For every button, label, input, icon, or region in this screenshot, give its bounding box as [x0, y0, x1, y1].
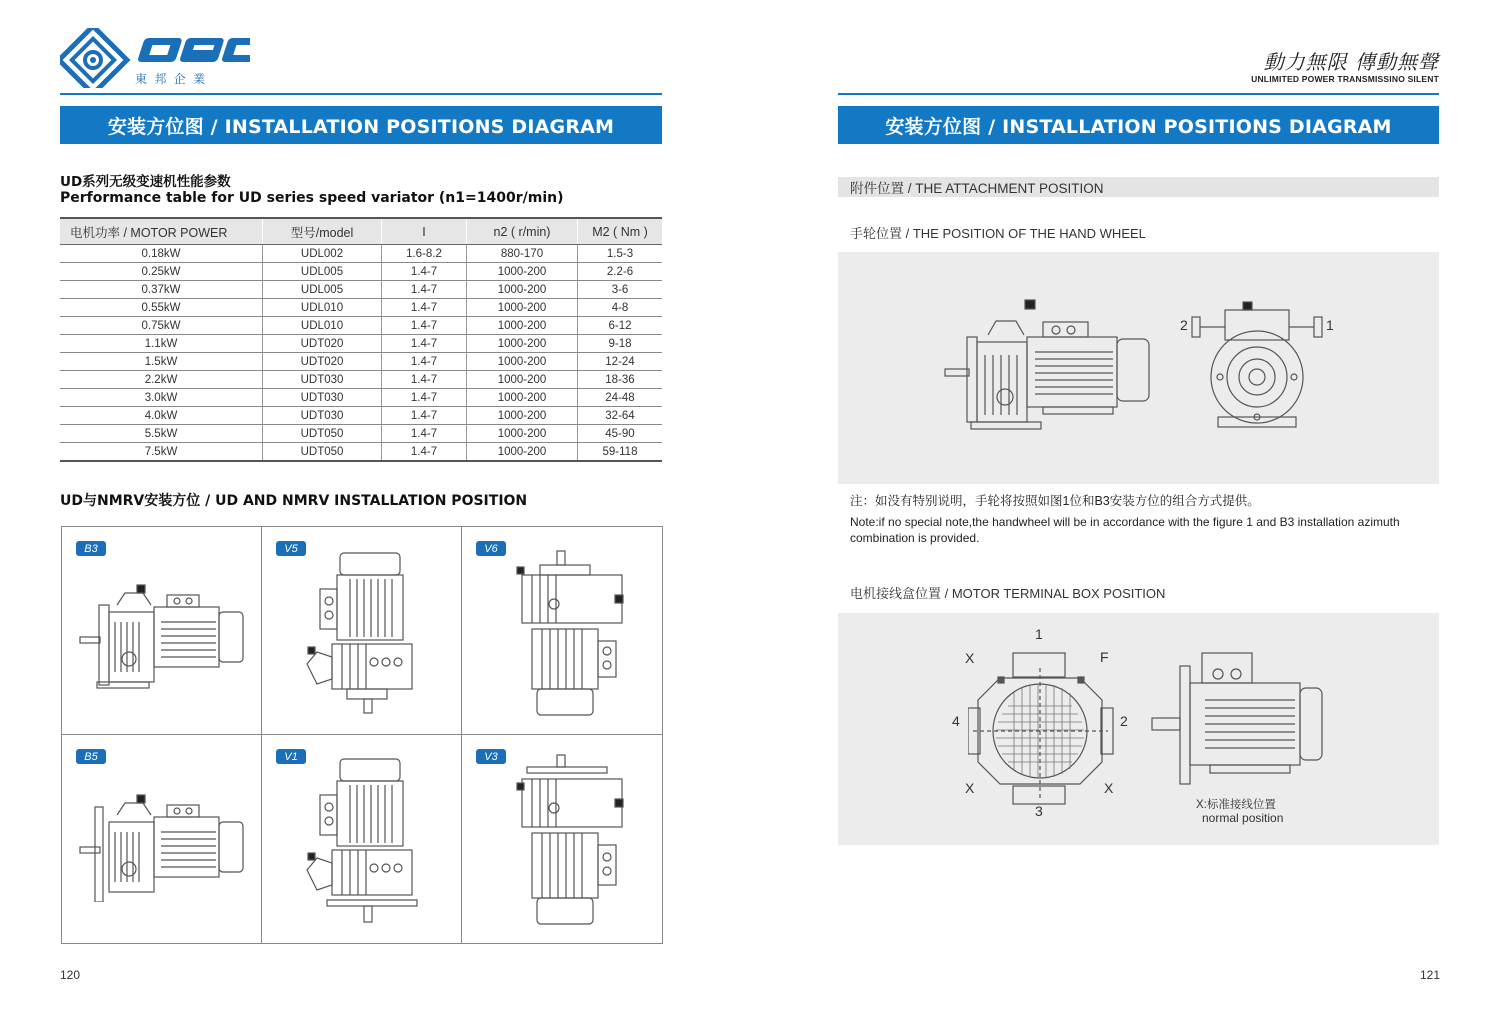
- table-row: [60, 407, 662, 425]
- position-tag-b5: B5: [76, 749, 106, 764]
- table-cell: 2.2kW: [60, 371, 263, 389]
- table-cell: 1.4-7: [382, 299, 467, 317]
- slogan-cn: 動力無限 傳動無聲: [1263, 50, 1439, 74]
- table-cell: 0.18kW: [60, 245, 263, 263]
- table-cell: 1.5kW: [60, 353, 263, 371]
- table-cell: 1000-200: [467, 407, 578, 425]
- company-logo: [60, 28, 250, 88]
- table-cell: 3-6: [578, 281, 663, 299]
- table-cell: 1000-200: [467, 335, 578, 353]
- table-cell: 59-118: [578, 443, 663, 462]
- table-cell: 12-24: [578, 353, 663, 371]
- table-cell: 6-12: [578, 317, 663, 335]
- table-cell: UDT030: [263, 371, 382, 389]
- handwheel-heading: 手轮位置 / THE POSITION OF THE HAND WHEEL: [850, 226, 1146, 241]
- table-cell: 1000-200: [467, 425, 578, 443]
- table-cell: 1.4-7: [382, 389, 467, 407]
- col-header-n2: n2 ( r/min): [467, 218, 578, 245]
- table-cell: 3.0kW: [60, 389, 263, 407]
- col-header-m2: M2 ( Nm ): [578, 218, 663, 245]
- terminal-label-3: 3: [1035, 803, 1043, 819]
- gearmotor-v6-icon: [512, 549, 632, 729]
- gearmotor-b3-icon: [77, 567, 257, 692]
- table-row: [60, 389, 662, 407]
- table-cell: 4.0kW: [60, 407, 263, 425]
- table-cell: 45-90: [578, 425, 663, 443]
- terminal-heading: 电机接线盒位置 / MOTOR TERMINAL BOX POSITION: [850, 586, 1166, 601]
- table-cell: 7.5kW: [60, 443, 263, 462]
- legend-cn: X:标准接线位置: [1196, 799, 1276, 811]
- performance-table: [60, 217, 662, 462]
- right-page-number: 121: [1420, 968, 1441, 982]
- position-cell-v1: [262, 735, 462, 943]
- table-header-row: [60, 218, 662, 245]
- table-title-cn: UD系列无级变速机性能参数: [60, 174, 231, 190]
- left-header-rule: [60, 93, 662, 95]
- table-cell: 1000-200: [467, 389, 578, 407]
- note-en: Note:if no special note,the handwheel will be in accordance with the figure 1 and B3 installation azimuth combination is provided.: [850, 515, 1400, 545]
- handwheel-label-2: 2: [1180, 317, 1188, 333]
- gearmotor-v5-icon: [302, 549, 432, 729]
- table-cell: 1000-200: [467, 281, 578, 299]
- table-cell: UDL005: [263, 281, 382, 299]
- table-cell: 18-36: [578, 371, 663, 389]
- legend-en: normal position: [1202, 811, 1284, 825]
- position-tag-v1: V1: [276, 749, 306, 764]
- table-cell: 1.4-7: [382, 281, 467, 299]
- table-cell: 0.37kW: [60, 281, 263, 299]
- table-cell: UDL002: [263, 245, 382, 263]
- table-row: [60, 443, 662, 462]
- table-row: [60, 353, 662, 371]
- handwheel-front-view-icon: [1190, 297, 1324, 437]
- table-cell: UDT050: [263, 443, 382, 462]
- table-row: [60, 263, 662, 281]
- position-cell-b5: [62, 735, 262, 943]
- col-header-ratio: I: [382, 218, 467, 245]
- table-cell: 0.25kW: [60, 263, 263, 281]
- terminal-label-2: 2: [1120, 713, 1128, 729]
- table-cell: UDT030: [263, 407, 382, 425]
- terminal-diagram-panel: [838, 613, 1439, 845]
- table-row: [60, 425, 662, 443]
- table-cell: 2.2-6: [578, 263, 663, 281]
- table-row: [60, 299, 662, 317]
- logo-chinese-name: 東 邦 企 業: [135, 72, 208, 86]
- handwheel-side-view-icon: [943, 297, 1163, 437]
- table-cell: 1.4-7: [382, 443, 467, 462]
- table-cell: 1000-200: [467, 443, 578, 462]
- table-cell: 1.4-7: [382, 317, 467, 335]
- right-header-rule: [838, 93, 1439, 95]
- position-tag-v6: V6: [476, 541, 506, 556]
- position-cell-v5: [262, 527, 462, 735]
- motor-fan-end-view-icon: [968, 648, 1123, 813]
- table-cell: 1000-200: [467, 317, 578, 335]
- table-cell: 1000-200: [467, 263, 578, 281]
- table-cell: 5.5kW: [60, 425, 263, 443]
- table-row: [60, 335, 662, 353]
- left-page-number: 120: [60, 968, 81, 982]
- table-cell: 0.75kW: [60, 317, 263, 335]
- table-cell: UDT020: [263, 353, 382, 371]
- table-cell: 1000-200: [467, 299, 578, 317]
- table-cell: 0.55kW: [60, 299, 263, 317]
- position-tag-v3: V3: [476, 749, 506, 764]
- right-header-bar: 安装方位图 / INSTALLATION POSITIONS DIAGRAM: [838, 106, 1439, 144]
- positions-title: UD与NMRV安装方位 / UD AND NMRV INSTALLATION POSITION: [60, 493, 528, 509]
- gearmotor-b5-icon: [77, 777, 257, 902]
- gearmotor-v3-icon: [512, 753, 632, 938]
- position-tag-b3: B3: [76, 541, 106, 556]
- table-cell: UDT020: [263, 335, 382, 353]
- table-cell: 1000-200: [467, 371, 578, 389]
- installation-position-grid: [61, 526, 663, 944]
- table-title-en: Performance table for UD series speed variator (n1=1400r/min): [60, 190, 564, 206]
- table-cell: 1.4-7: [382, 425, 467, 443]
- slogan-en: UNLIMITED POWER TRANSMISSINO SILENT: [1251, 74, 1439, 84]
- table-row: [60, 281, 662, 299]
- table-cell: 32-64: [578, 407, 663, 425]
- note-cn: 注：如没有特别说明，手轮将按照如图1位和B3安装方位的组合方式提供。: [850, 494, 1260, 508]
- position-cell-v6: [462, 527, 662, 735]
- table-cell: 1000-200: [467, 353, 578, 371]
- table-cell: 1.4-7: [382, 353, 467, 371]
- col-header-model: 型号/model: [263, 218, 382, 245]
- table-cell: 1.1kW: [60, 335, 263, 353]
- table-cell: UDL005: [263, 263, 382, 281]
- handwheel-diagram-panel: [838, 252, 1439, 484]
- table-cell: 4-8: [578, 299, 663, 317]
- table-cell: UDL010: [263, 317, 382, 335]
- table-cell: 880-170: [467, 245, 578, 263]
- motor-side-view-icon: [1150, 648, 1330, 788]
- table-cell: 1.5-3: [578, 245, 663, 263]
- col-header-motor-power: 电机功率 / MOTOR POWER: [60, 218, 263, 245]
- table-cell: 1.6-8.2: [382, 245, 467, 263]
- terminal-label-x-top: X: [965, 650, 975, 666]
- terminal-label-1: 1: [1035, 626, 1043, 642]
- position-cell-v3: [462, 735, 662, 943]
- attachment-heading: 附件位置 / THE ATTACHMENT POSITION: [838, 177, 1439, 197]
- table-cell: UDT030: [263, 389, 382, 407]
- table-cell: UDL010: [263, 299, 382, 317]
- table-row: [60, 371, 662, 389]
- left-header-bar: 安装方位图 / INSTALLATION POSITIONS DIAGRAM: [60, 106, 662, 144]
- table-cell: 24-48: [578, 389, 663, 407]
- terminal-label-x-left: X: [965, 780, 975, 796]
- terminal-label-f: F: [1100, 649, 1109, 665]
- gearmotor-v1-icon: [302, 755, 432, 940]
- table-cell: 1.4-7: [382, 371, 467, 389]
- table-cell: 1.4-7: [382, 263, 467, 281]
- table-cell: 1.4-7: [382, 335, 467, 353]
- table-cell: 1.4-7: [382, 407, 467, 425]
- table-cell: 9-18: [578, 335, 663, 353]
- terminal-label-x-right: X: [1104, 780, 1114, 796]
- table-row: [60, 245, 662, 263]
- table-row: [60, 317, 662, 335]
- handwheel-label-1: 1: [1326, 317, 1334, 333]
- table-cell: UDT050: [263, 425, 382, 443]
- terminal-label-4: 4: [952, 713, 960, 729]
- position-cell-b3: [62, 527, 262, 735]
- position-tag-v5: V5: [276, 541, 306, 556]
